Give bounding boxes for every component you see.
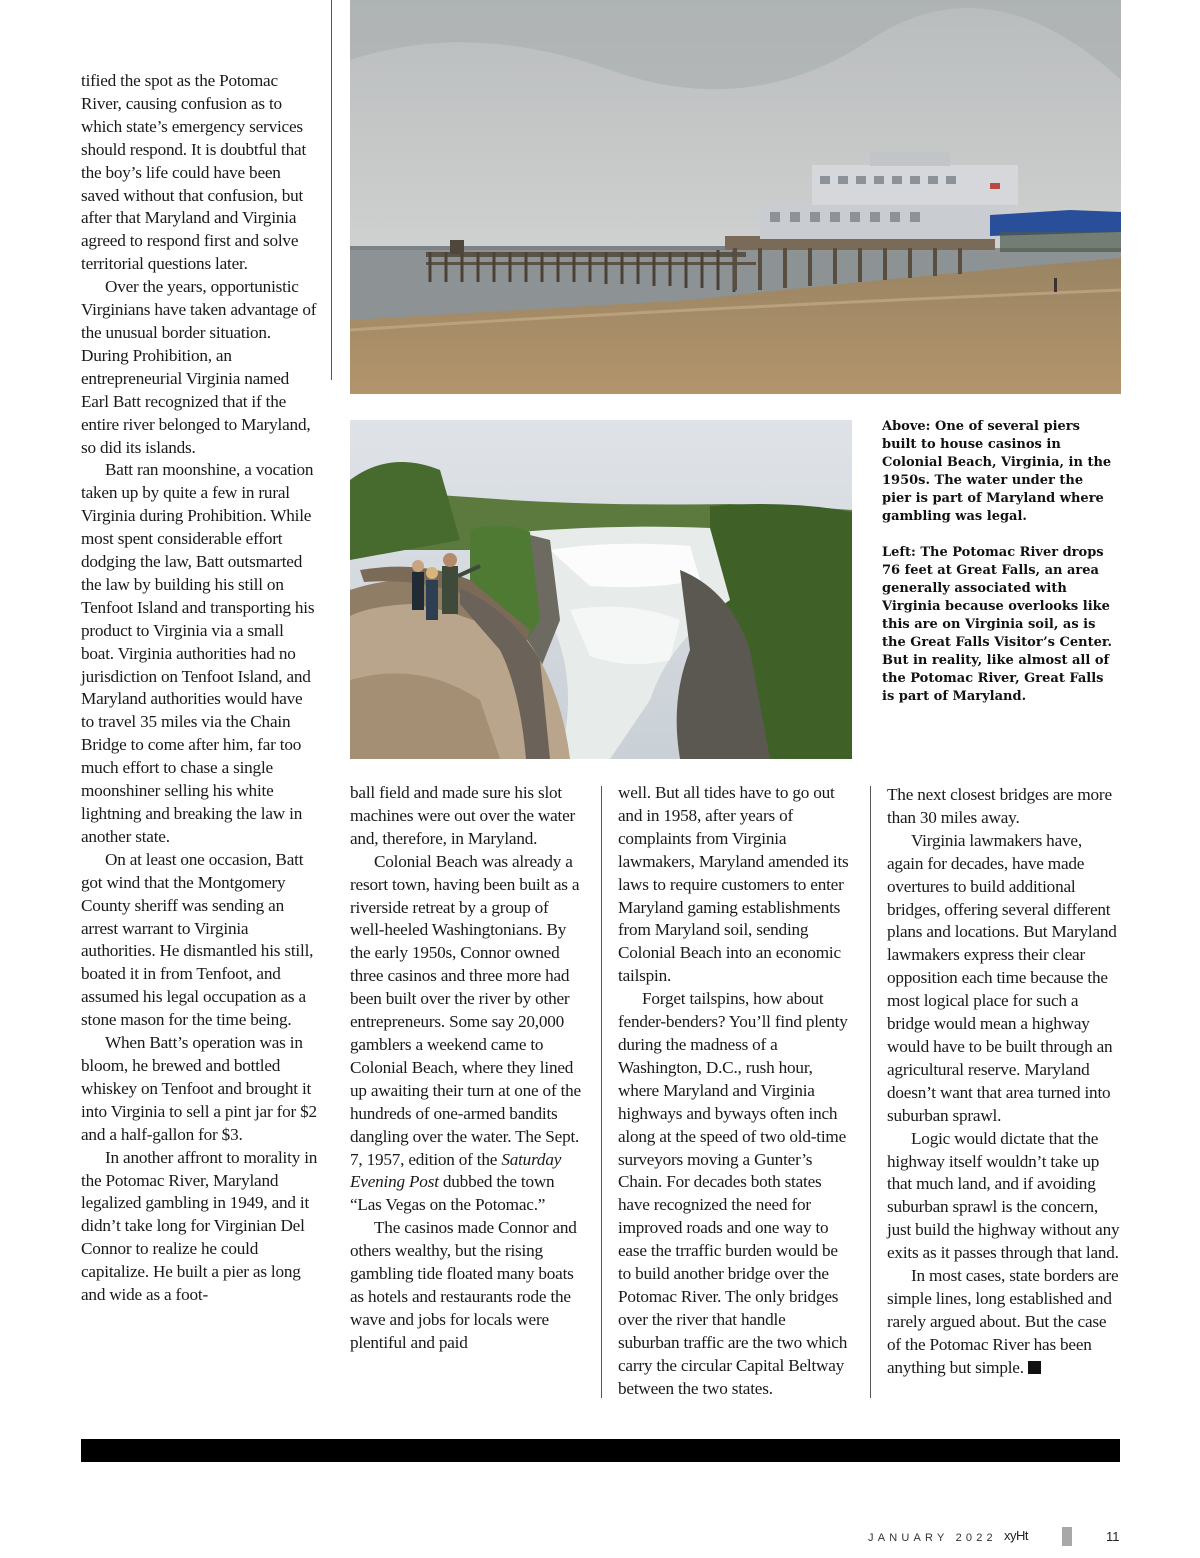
great-falls-photo bbox=[350, 420, 852, 759]
paragraph bbox=[887, 1265, 1122, 1380]
paragraph: well. But all tides have to go out and in 1958, after years of complaints from Virginia lawmakers, Maryland amended its laws to require customers to enter Maryland gaming establishments from Maryland soil, sending Colonial Beach into an economic tailspin. bbox=[618, 783, 849, 986]
paragraph-text: In most cases, state borders are simple lines, long established and rarely argued about. But the case of the Potomac River has been anything but simple. bbox=[887, 1266, 1119, 1377]
paragraph: The next closest bridges are more than 30 miles away. bbox=[887, 785, 1112, 827]
magazine-name: xyHt bbox=[1004, 1528, 1028, 1543]
paragraph: When Batt’s operation was in bloom, he brewed and bottled whiskey on Tenfoot and brought it into Virginia to sell a pint jar for $2 and a half-gallon for $3. bbox=[81, 1033, 317, 1144]
column-rule bbox=[601, 786, 602, 1398]
paragraph bbox=[350, 851, 586, 1218]
great-falls-image bbox=[350, 420, 852, 759]
paragraph: Over the years, opportunistic Virginians have taken advantage of the unusual border situation. During Prohibition, an entrepreneurial Virginia named Earl Batt recognized that if the entire river belonged to Maryland, so did its islands. bbox=[81, 277, 317, 457]
footer-divider-block bbox=[1062, 1527, 1072, 1546]
page-number: 11 bbox=[1106, 1529, 1120, 1544]
paragraph-text: dubbed the town “Las Vegas on the Potomac.” bbox=[350, 1172, 555, 1215]
issue-date: JANUARY 2022 bbox=[868, 1532, 997, 1544]
article-column-1 bbox=[81, 70, 319, 1307]
article-column-2 bbox=[350, 782, 586, 1355]
column-rule bbox=[331, 0, 332, 380]
column-rule bbox=[870, 786, 871, 1398]
paragraph: tified the spot as the Potomac River, causing confusion as to which state’s emergency services should respond. It is doubtful that the boy’s life could have been saved without that confusion, but after that Maryland and Virginia agreed to respond first and solve territorial questions later. bbox=[81, 71, 307, 274]
end-mark-icon bbox=[1028, 1361, 1041, 1374]
caption-left: Left: The Potomac River drops 76 feet at Great Falls, an area generally associated with Virginia because overlooks like this are on Virginia soil, as is the Great Falls Visitor’s Center. But in reality, like almost all of the Potomac River, Great Falls is part of Maryland. bbox=[882, 545, 1113, 704]
paragraph: Logic would dictate that the highway itself wouldn’t take up that much land, and if avoiding suburban sprawl is the concern, just build the highway without any exits as it passes through that land. bbox=[887, 1128, 1120, 1263]
paragraph: On at least one occasion, Batt got wind that the Montgomery County sheriff was sending an arrest warrant to Virginia authorities. He dismantled his still, boated it in from Tenfoot, and assumed his legal occupation as a stone mason for the time being. bbox=[81, 849, 314, 1030]
paragraph: Forget tailspins, how about fender-benders? You’ll find plenty during the madness of a Washington, D.C., rush hour, where Maryland and Virginia highways and byways often inch along at the speed of two old-time surveyors moving a Gunter’s Chain. For decades both states have recognized the need for improved roads and one way to ease the trraffic burden would be to build another bridge over the Potomac River. The only bridges over the river that handle suburban traffic are the two which carry the circular Capital Beltway between the two states. bbox=[618, 989, 848, 1398]
publication-title: Saturday Evening Post bbox=[350, 1149, 562, 1192]
caption-above: Above: One of several piers built to house casinos in Colonial Beach, Virginia, in the 1950s. The water under the pier is part of Maryland where gambling was legal. bbox=[882, 419, 1112, 524]
footer-bar bbox=[81, 1439, 1120, 1462]
paragraph: Virginia lawmakers have, again for decades, have made overtures to build additional bridges, offering several different plans and locations. But Maryland lawmakers express their clear opposition each time because the most logical place for such a bridge would mean a highway would have to be built through an agricultural reserve. Maryland doesn’t want that area turned into suburban sprawl. bbox=[887, 830, 1117, 1125]
casino-pier-image bbox=[350, 0, 1121, 394]
paragraph: Batt ran moonshine, a vocation taken up by quite a few in rural Virginia during Prohibition. While most spent considerable effort dodging the law, Batt outsmarted the law by building his still on Tenfoot Island and transporting his product to Virginia via a small boat. Virginia authorities had no jurisdiction on Tenfoot Island, and Maryland authorities would have to travel 35 miles via the Chain Bridge to come after him, far too much effort to chase a single moonshiner selling his white lightning and breaking the law in another state. bbox=[81, 460, 315, 846]
article-column-4 bbox=[887, 784, 1122, 1380]
paragraph-text: Colonial Beach was already a resort town, having been built as a riverside retreat by a group of well-heeled Washingtonians. By the early 1950s, Connor owned three casinos and three more had been built over the river by other entrepreneurs. Some say 20,000 gamblers a weekend came to Colonial Beach, where they lined up awaiting their turn at one of the hundreds of one-armed bandits dangling over the water. The Sept. 7, 1957, edition of the bbox=[350, 851, 581, 1169]
casino-pier-photo bbox=[350, 0, 1121, 394]
photo-captions bbox=[882, 418, 1114, 724]
paragraph: In another affront to morality in the Potomac River, Maryland legalized gambling in 1949, and it didn’t take long for Virginian Del Connor to realize he could capitalize. He built a pier as long and wide as a foot- bbox=[81, 1147, 318, 1305]
paragraph: The casinos made Connor and others wealthy, but the rising gambling tide floated many boats as hotels and restaurants rode the wave and jobs for locals were plentiful and paid bbox=[350, 1218, 577, 1352]
paragraph: ball field and made sure his slot machines were out over the water and, therefore, in Maryland. bbox=[350, 783, 576, 848]
article-column-3 bbox=[618, 782, 850, 1400]
